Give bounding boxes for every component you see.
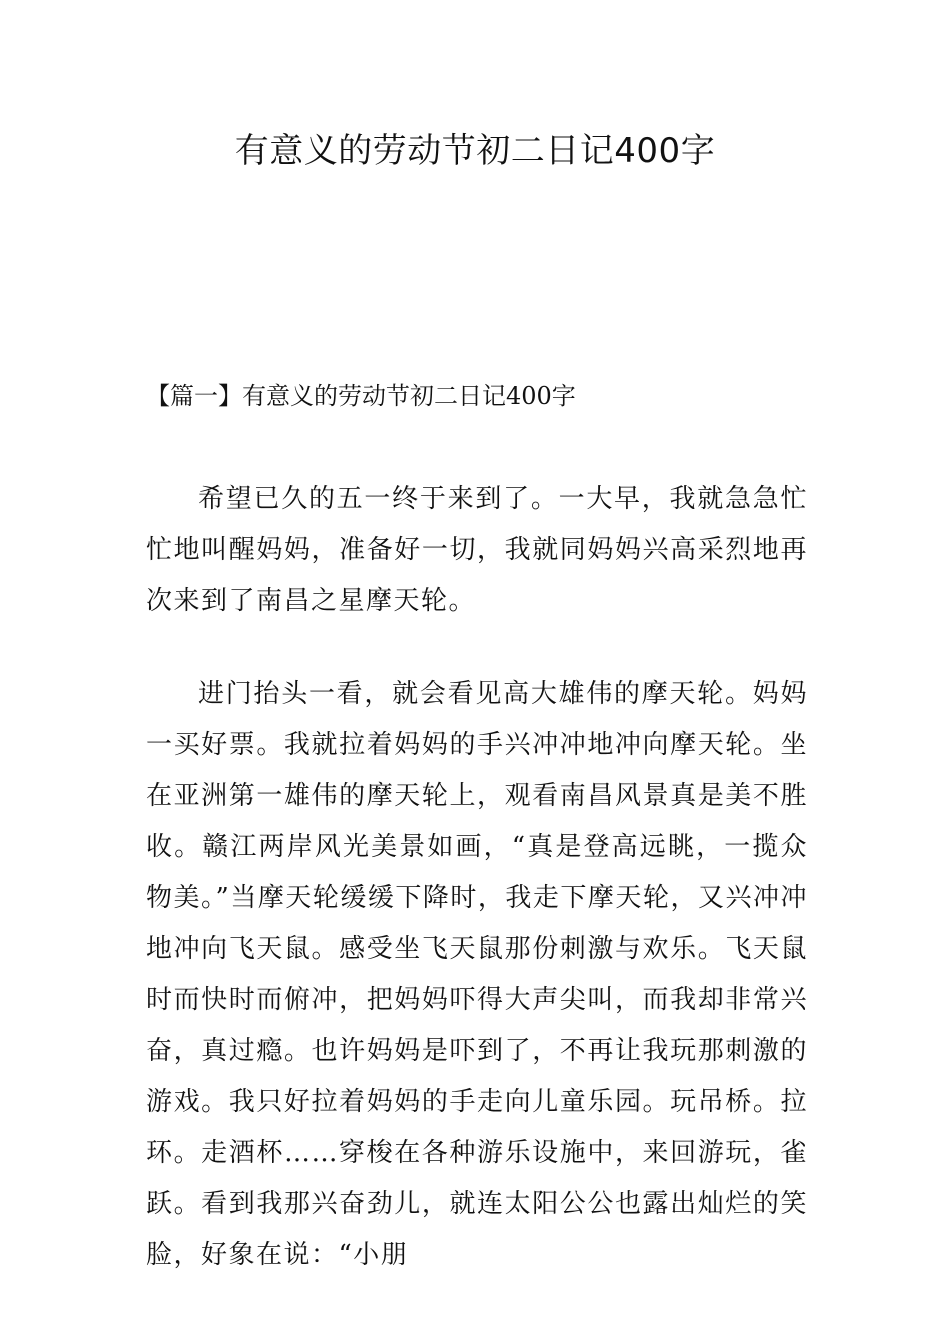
- document-title: 有意义的劳动节初二日记400字: [234, 131, 716, 171]
- paragraph-1: 希望已久的五一终于来到了。一大早，我就急急忙忙地叫醒妈妈，准备好一切，我就同妈妈兴高采烈地再次来到了南昌之星摩天轮。: [146, 484, 808, 616]
- paragraph-2: 进门抬头一看，就会看见高大雄伟的摩天轮。妈妈一买好票。我就拉着妈妈的手兴冲冲地冲向摩天轮。坐在亚洲第一雄伟的摩天轮上，观看南昌风景真是美不胜收。赣江两岸风光美景如画，“真是登高远眺，一揽众物美。”当摩天轮缓缓下降时，我走下摩天轮，又兴冲冲地冲向飞天鼠。感受坐飞天鼠那份刺激与欢乐。飞天鼠时而快时而俯冲，把妈妈吓得大声尖叫，而我却非常兴奋，真过瘾。也许妈妈是吓到了，不再让我玩那刺激的游戏。我只好拉着妈妈的手走向儿童乐园。玩吊桥。拉环。走酒杯……穿梭在各种游乐设施中，来回游玩，雀跃。看到我那兴奋劲儿，就连太阳公公也露出灿烂的笑脸，好象在说：“小朋: [146, 679, 808, 1270]
- section-heading: 【篇一】有意义的劳动节初二日记400字: [146, 382, 576, 410]
